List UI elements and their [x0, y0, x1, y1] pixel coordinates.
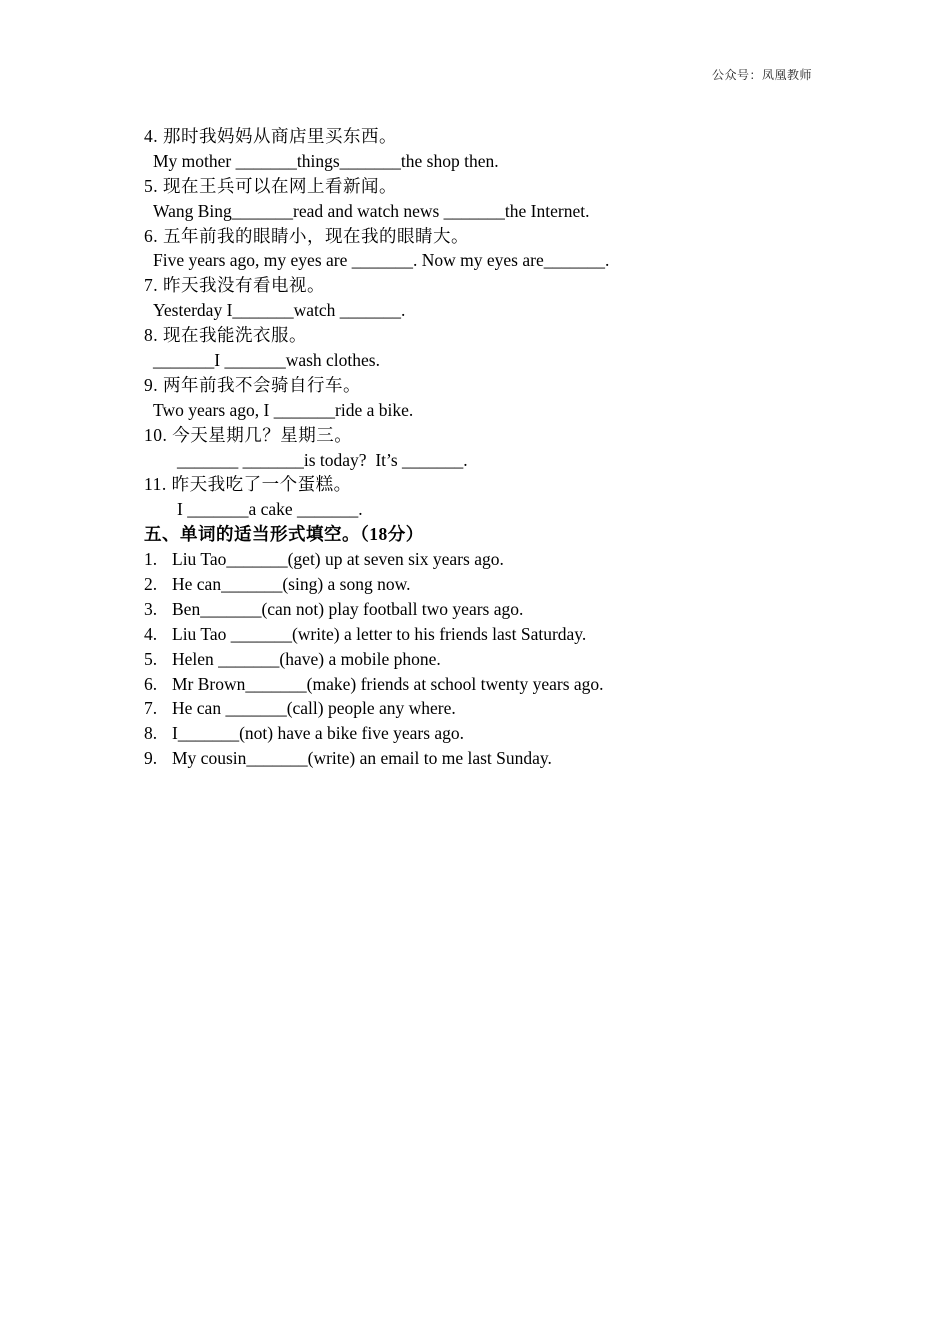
question-11-english: I _______a cake _______.	[177, 499, 363, 520]
section-5-heading: 五、单词的适当形式填空。（18分）	[144, 524, 424, 545]
question-8-english: _______I _______wash clothes.	[153, 350, 380, 371]
question-4-chinese: 4. 那时我妈妈从商店里买东西。	[144, 126, 397, 146]
section-5-item: 4. Liu Tao _______(write) a letter to his friends last Saturday.	[144, 623, 587, 644]
question-5-english: Wang Bing_______read and watch news _______the Internet.	[153, 200, 590, 221]
worksheet-content	[144, 124, 824, 771]
question-7-chinese: 7. 昨天我没有看电视。	[144, 275, 325, 296]
question-10-chinese: 10. 今天星期几？星期三。	[144, 424, 353, 445]
question-8-chinese: 8. 现在我能洗衣服。	[144, 325, 307, 346]
question-4-english: My mother _______things_______the shop then.	[153, 150, 499, 171]
question-9-chinese: 9. 两年前我不会骑自行车。	[144, 374, 361, 395]
question-10-english: _______ _______is today? It’s _______.	[177, 449, 468, 470]
question-11-chinese: 11. 昨天我吃了一个蛋糕。	[144, 474, 352, 495]
section-5-item: 2. He can_______(sing) a song now.	[144, 574, 411, 595]
question-9-english: Two years ago, I _______ride a bike.	[153, 399, 414, 420]
question-6-english: Five years ago, my eyes are _______. Now my eyes are_______.	[153, 250, 610, 271]
section-5-item: 6. Mr Brown_______(make) friends at school twenty years ago.	[144, 673, 604, 694]
question-5-chinese: 5. 现在王兵可以在网上看新闻。	[144, 175, 397, 196]
page-header: 公众号：凤凰教师	[711, 68, 812, 82]
question-7-english: Yesterday I_______watch _______.	[153, 300, 406, 321]
section-5-item: 9. My cousin_______(write) an email to me last Sunday.	[144, 748, 552, 769]
section-5-item: 1. Liu Tao_______(get) up at seven six years ago.	[144, 549, 504, 570]
section-5-item: 7. He can _______(call) people any where.	[144, 698, 456, 719]
section-5-item: 8. I_______(not) have a bike five years ago.	[144, 723, 465, 744]
section-5-item: 3. Ben_______(can not) play football two years ago.	[144, 598, 524, 619]
question-6-chinese: 6. 五年前我的眼睛小，现在我的眼睛大。	[144, 225, 469, 246]
section-5-item: 5. Helen _______(have) a mobile phone.	[144, 648, 441, 669]
